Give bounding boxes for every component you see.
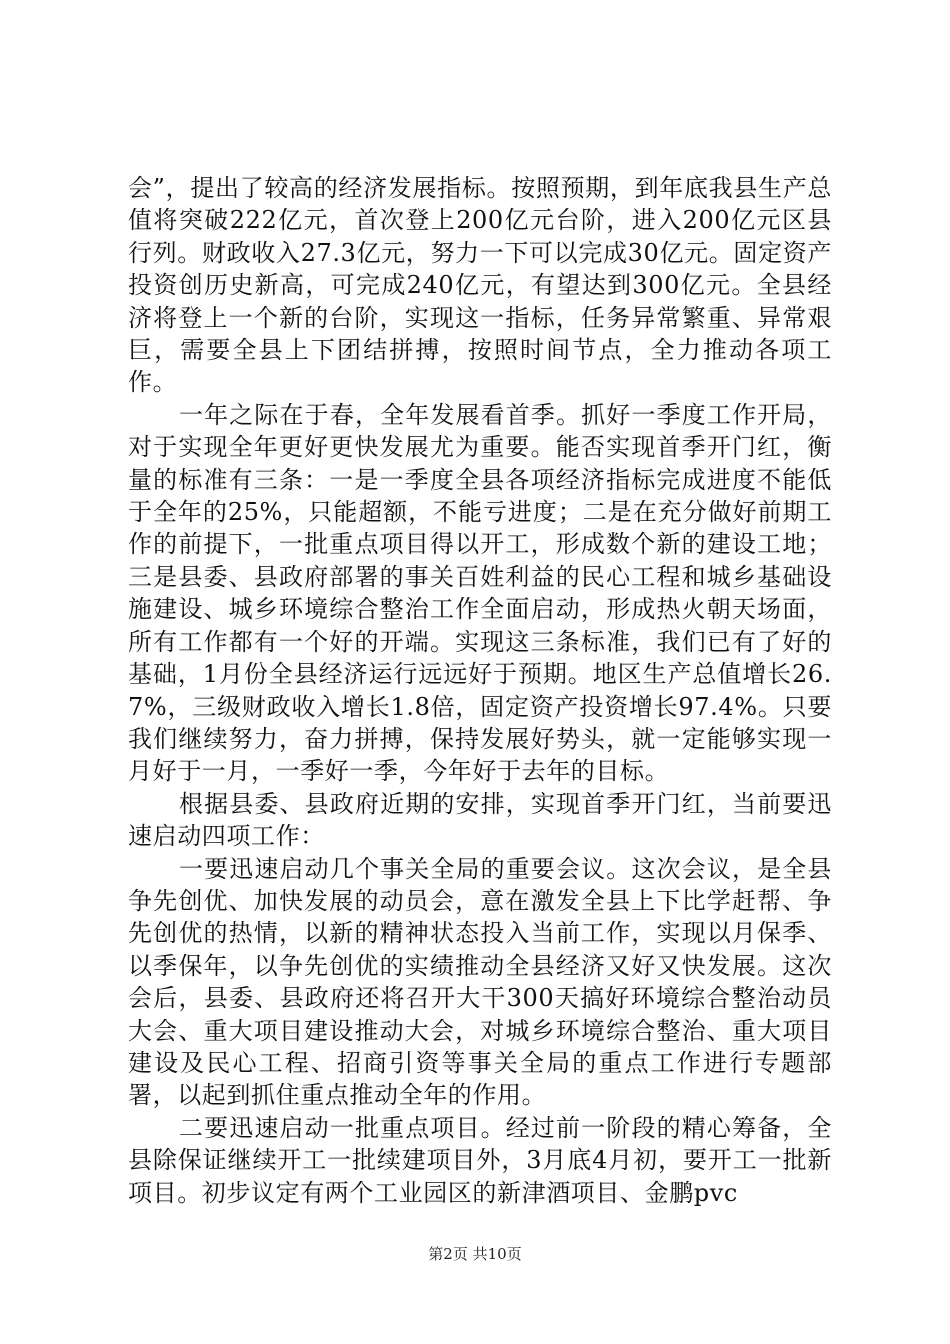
page-footer <box>0 1244 950 1264</box>
paragraph-continuation: 会”，提出了较高的经济发展指标。按照预期，到年底我县生产总值将突破222亿元，首次登上200亿元台阶，进入200亿元区县行列。财政收入27.3亿元，努力一下可以完成30亿元。固定资产投资创历史新高，可完成240亿元，有望达到300亿元。全县经济将登上一个新的台阶，实现这一指标，任务异常繁重、异常艰巨，需要全县上下团结拼搏，按照时间节点，全力推动各项工作。 <box>128 174 832 397</box>
document-body <box>128 172 832 1209</box>
paragraph-task-two: 二要迅速启动一批重点项目。经过前一阶段的精心筹备，全县除保证继续开工一批续建项目外，3月底4月初，要开工一批新项目。初步议定有两个工业园区的新津酒项目、金鹏pvc <box>128 1113 832 1207</box>
paragraph-four-tasks-intro: 根据县委、县政府近期的安排，实现首季开门红，当前要迅速启动四项工作： <box>128 789 832 851</box>
page-number-label: 第2页 共10页 <box>428 1245 522 1263</box>
paragraph-first-quarter: 一年之际在于春，全年发展看首季。抓好一季度工作开局，对于实现全年更好更快发展尤为重要。能否实现首季开门红，衡量的标准有三条：一是一季度全县各项经济指标完成进度不能低于全年的25%，只能超额，不能亏进度；二是在充分做好前期工作的前提下，一批重点项目得以开工，形成数个新的建设工地；三是县委、县政府部署的事关百姓利益的民心工程和城乡基础设施建设、城乡环境综合整治工作全面启动，形成热火朝天场面，所有工作都有一个好的开端。实现这三条标准，我们已有了好的基础，1月份全县经济运行远远好于预期。地区生产总值增长26.7%，三级财政收入增长1.8倍，固定资产投资增长97.4%。只要我们继续努力，奋力拼搏，保持发展好势头，就一定能够实现一月好于一月，一季好一季，今年好于去年的目标。 <box>128 400 832 786</box>
paragraph-task-one: 一要迅速启动几个事关全局的重要会议。这次会议，是全县争先创优、加快发展的动员会，意在激发全县上下比学赶帮、争先创优的热情，以新的精神状态投入当前工作，实现以月保季、以季保年，以争先创优的实绩推动全县经济又好又快发展。这次会后，县委、县政府还将召开大干300天搞好环境综合整治动员大会、重大项目建设推动大会，对城乡环境综合整治、重大项目建设及民心工程、招商引资等事关全局的重点工作进行专题部署，以起到抓住重点推动全年的作用。 <box>128 854 832 1110</box>
